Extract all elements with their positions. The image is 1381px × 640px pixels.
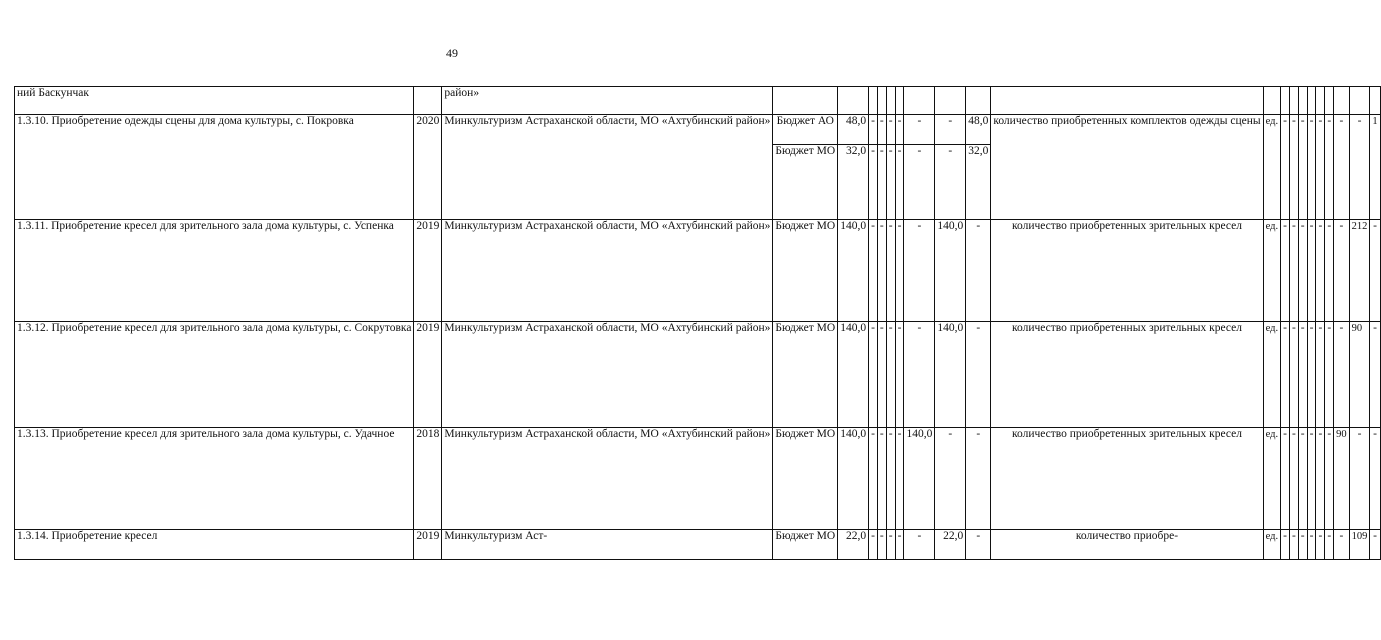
funding-year-value: - [966,530,991,560]
target-value: 1 [1370,115,1380,220]
funding-year-value: 22,0 [935,530,966,560]
target-value: - [1334,115,1350,220]
table-row [15,220,1381,322]
target-value: - [1325,322,1334,428]
funding-year-value: - [904,115,935,145]
target-value: - [1281,220,1290,322]
funding-year-value: - [904,145,935,220]
funding-year-value: - [966,220,991,322]
measure-executor: Минкультуризм Астраханской области, МО «Ахтубинский район» [442,322,773,428]
indicator-unit: ед. [1263,428,1281,530]
target-value: - [1349,428,1370,530]
indicator-unit: ед. [1263,115,1281,220]
target-value: 90 [1334,428,1350,530]
table-row [15,428,1381,530]
target-value: - [1370,530,1380,560]
indicator: количество приобретенных зрительных кресел [991,220,1263,322]
funding-year-value: - [966,428,991,530]
indicator: количество приобретенных зрительных кресел [991,428,1263,530]
target-value: - [1307,322,1316,428]
measure-year: 2019 [414,322,442,428]
target-value: - [1289,115,1298,220]
funding-year-value: - [877,220,886,322]
measure-executor: Минкультуризм Астраханской области, МО «Ахтубинский район» [442,220,773,322]
target-value: - [1349,115,1370,220]
funding-year-value: - [935,428,966,530]
funding-year-value: - [904,322,935,428]
measure-year: 2020 [414,115,442,220]
target-value: 90 [1349,322,1370,428]
target-value: - [1307,428,1316,530]
target-value: - [1325,115,1334,220]
funding-year-value: 140,0 [935,220,966,322]
target-value: - [1325,428,1334,530]
target-value: - [1334,530,1350,560]
funding-total: 22,0 [838,530,869,560]
target-value: 109 [1349,530,1370,560]
target-value: - [1334,322,1350,428]
funding-source: Бюджет МО [773,145,838,220]
measure-year: 2018 [414,428,442,530]
funding-year-value: - [935,115,966,145]
indicator-unit: ед. [1263,530,1281,560]
funding-year-value: - [966,322,991,428]
indicator-unit: ед. [1263,220,1281,322]
table-row [15,322,1381,428]
funding-source: Бюджет МО [773,530,838,560]
indicator-unit: ед. [1263,322,1281,428]
funding-year-value: - [886,530,895,560]
target-value: - [1370,322,1380,428]
target-value: - [1289,220,1298,322]
funding-year-value: - [869,530,878,560]
funding-total: 140,0 [838,220,869,322]
measure-name: 1.3.10. Приобретение одежды сцены для дома культуры, с. Покровка [15,115,414,220]
funding-total: 32,0 [838,145,869,220]
measure-year: 2019 [414,530,442,560]
funding-total: 140,0 [838,322,869,428]
funding-year-value: - [877,428,886,530]
funding-year-value: - [886,145,895,220]
target-value: - [1298,322,1307,428]
target-value: - [1298,115,1307,220]
target-value: - [1307,530,1316,560]
target-value: - [1316,530,1325,560]
target-value: - [1370,220,1380,322]
funding-year-value: - [869,145,878,220]
funding-year-value: - [869,428,878,530]
target-value: - [1281,530,1290,560]
target-value: - [1316,115,1325,220]
funding-year-value: - [886,428,895,530]
target-value: 212 [1349,220,1370,322]
table-row [15,530,1381,560]
funding-year-value: - [895,145,904,220]
target-value: - [1316,322,1325,428]
target-value: - [1298,220,1307,322]
continued-executor: район» [442,87,773,115]
funding-year-value: - [904,530,935,560]
funding-year-value: 140,0 [904,428,935,530]
indicator: количество приобретенных комплектов одежды сцены [991,115,1263,220]
funding-year-value: - [895,220,904,322]
page-number: 49 [446,46,458,60]
target-value: - [1298,530,1307,560]
funding-year-value: - [886,220,895,322]
table-row [15,115,1381,145]
target-value: - [1325,220,1334,322]
funding-year-value: 140,0 [935,322,966,428]
measure-name: 1.3.12. Приобретение кресел для зрительного зала дома культуры, с. Сокрутовка [15,322,414,428]
measure-name: 1.3.11. Приобретение кресел для зрительного зала дома культуры, с. Успенка [15,220,414,322]
target-value: - [1316,220,1325,322]
funding-year-value: - [886,115,895,145]
measure-name: 1.3.14. Приобретение кресел [15,530,414,560]
funding-year-value: - [886,322,895,428]
target-value: - [1281,115,1290,220]
target-value: - [1307,115,1316,220]
funding-year-value: - [895,530,904,560]
target-value: - [1334,220,1350,322]
continued-row [15,87,1381,115]
indicator: количество приобретенных зрительных кресел [991,322,1263,428]
funding-year-value: - [877,530,886,560]
target-value: - [1298,428,1307,530]
funding-source: Бюджет МО [773,322,838,428]
measure-year: 2019 [414,220,442,322]
measure-executor: Минкультуризм Астраханской области, МО «Ахтубинский район» [442,428,773,530]
funding-year-value: - [935,145,966,220]
target-value: - [1281,428,1290,530]
target-value: - [1289,530,1298,560]
funding-source: Бюджет МО [773,428,838,530]
target-value: - [1281,322,1290,428]
funding-source: Бюджет МО [773,220,838,322]
funding-year-value: - [869,220,878,322]
funding-year-value: - [869,115,878,145]
target-value: - [1325,530,1334,560]
funding-source: Бюджет АО [773,115,838,145]
target-value: - [1316,428,1325,530]
funding-year-value: - [877,145,886,220]
funding-year-value: - [877,322,886,428]
measure-executor: Минкультуризм Аст- [442,530,773,560]
target-value: - [1289,428,1298,530]
funding-year-value: 48,0 [966,115,991,145]
continued-name: ний Баскунчак [15,87,414,115]
indicator: количество приобре- [991,530,1263,560]
funding-year-value: - [895,428,904,530]
target-value: - [1289,322,1298,428]
funding-year-value: 32,0 [966,145,991,220]
target-value: - [1370,428,1380,530]
funding-year-value: - [869,322,878,428]
funding-year-value: - [895,115,904,145]
funding-year-value: - [904,220,935,322]
funding-year-value: - [877,115,886,145]
funding-total: 140,0 [838,428,869,530]
measure-executor: Минкультуризм Астраханской области, МО «Ахтубинский район» [442,115,773,220]
target-value: - [1307,220,1316,322]
funding-total: 48,0 [838,115,869,145]
measure-name: 1.3.13. Приобретение кресел для зрительного зала дома культуры, с. Удачное [15,428,414,530]
measures-table [14,86,1381,560]
funding-year-value: - [895,322,904,428]
